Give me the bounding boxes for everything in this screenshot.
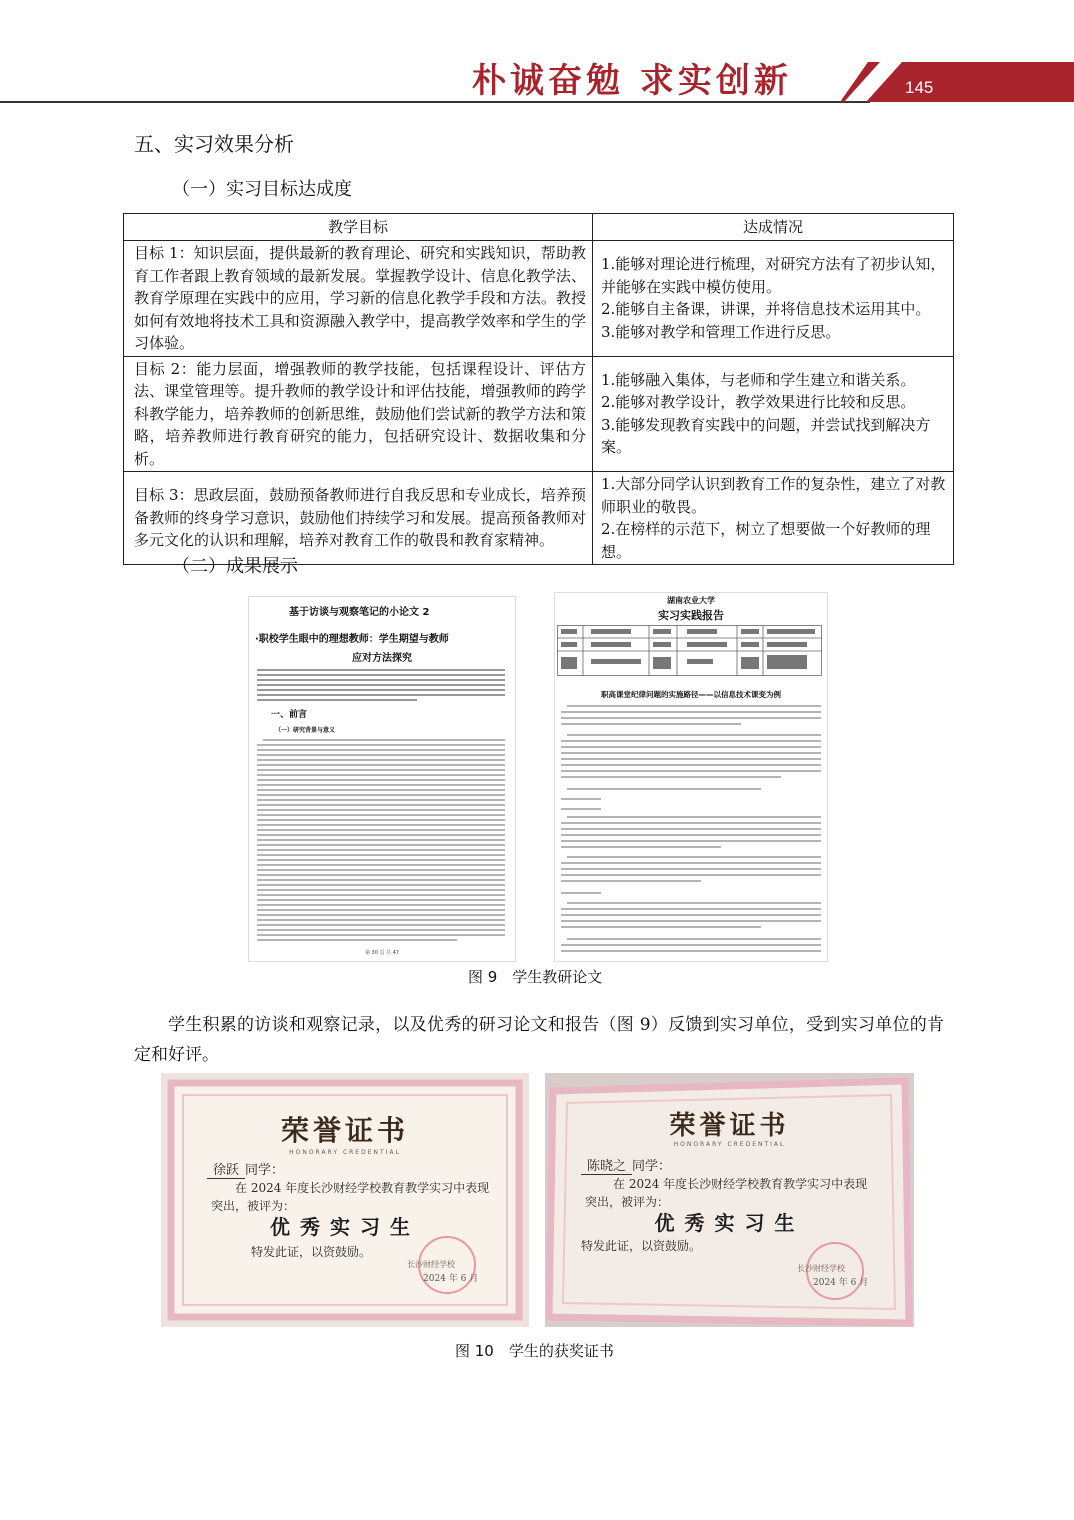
result-cell bbox=[593, 472, 954, 565]
certificate-1-title: 荣誉证书 bbox=[280, 1114, 409, 1147]
result-item: 3.能够发现教育实践中的问题，并尝试找到解决方案。 bbox=[601, 415, 931, 457]
section-title: 五、实习效果分析 bbox=[134, 132, 294, 156]
paper2-subtitle: 职高课堂纪律问题的实施路径——以信息技术课变为例 bbox=[601, 690, 781, 699]
paper1-title-line1: ·职校学生眼中的理想教师：学生期望与教师 bbox=[255, 634, 449, 645]
goal-cell: 目标 1：知识层面，提供最新的教育理论、研究和实践知识，帮助教育工作者跟上教育领域的最新发展。掌握教学设计、信息化教学法、教育学原理在实践中的应用，学习新的信息化教学手段和方法。教授如何有效地将技术工具和资源融入教学中，提高教学效率和学生的学习体验。 bbox=[124, 241, 593, 357]
certificate-1-line2: 突出，被评为： bbox=[211, 1199, 296, 1213]
certificate-2 bbox=[545, 1073, 914, 1327]
certificate-2-subtitle: HONORARY CREDENTIAL bbox=[673, 1141, 786, 1148]
paper1-heading: 基于访谈与观察笔记的小论文 2 bbox=[289, 607, 430, 618]
paper-thumbnail-essay bbox=[248, 596, 516, 962]
table-header-goal: 教学目标 bbox=[124, 214, 593, 241]
certificate-1 bbox=[161, 1073, 529, 1327]
certificate-1-org: 长沙财经学校 bbox=[407, 1260, 455, 1269]
result-item: 1.大部分同学认识到教育工作的复杂性，建立了对教师职业的敬畏。 bbox=[601, 475, 946, 516]
result-item: 2.在榜样的示范下，树立了想要做一个好教师的理想。 bbox=[601, 520, 931, 561]
result-item: 1.能够融入集体，与老师和学生建立和谐关系。 bbox=[601, 370, 916, 389]
table-row bbox=[124, 472, 954, 565]
paper-thumbnail-report bbox=[554, 592, 828, 962]
table-row bbox=[124, 241, 954, 357]
paper2-univ: 湖南农业大学 bbox=[667, 596, 715, 605]
table-header-row bbox=[124, 214, 954, 241]
paper1-section-intro: 一、前言 bbox=[271, 710, 308, 720]
paper2-info-grid bbox=[557, 625, 823, 677]
figure10-caption: 图 10 学生的获奖证书 bbox=[455, 1342, 614, 1360]
figure9-caption: 图 9 学生教研论文 bbox=[468, 968, 603, 986]
result-item: 3.能够对教学和管理工作进行反思。 bbox=[601, 322, 841, 341]
paper1-footer: 第 30 页 共 47 bbox=[364, 950, 400, 956]
result-item: 2.能够对教学设计，教学效果进行比较和反思。 bbox=[601, 393, 916, 412]
result-cell bbox=[593, 356, 954, 472]
subsection-title-goals: （一）实习目标达成度 bbox=[172, 179, 352, 200]
certificate-2-line2: 突出，被评为： bbox=[585, 1195, 670, 1209]
goal-cell: 目标 3：思政层面，鼓励预备教师进行自我反思和专业成长，培养预备教师的终身学习意识，鼓励他们持续学习和发展。提高预备教师对多元文化的认识和理解，培养对教育工作的敬畏和教育家精神。 bbox=[124, 472, 593, 565]
body-paragraph: 学生积累的访谈和观察记录，以及优秀的研习论文和报告（图 9）反馈到实习单位，受到实习单位的肯定和好评。 bbox=[134, 1015, 944, 1065]
certificate-2-title: 荣誉证书 bbox=[669, 1111, 790, 1141]
result-cell bbox=[593, 241, 954, 357]
certificate-2-org: 长沙财经学校 bbox=[797, 1264, 845, 1273]
goals-table bbox=[123, 213, 954, 565]
table-row bbox=[124, 356, 954, 472]
certificate-1-recipient: 徐跃 同学： bbox=[207, 1159, 284, 1178]
paper2-title: 实习实践报告 bbox=[658, 609, 724, 622]
paper1-section-bg: （一）研究背景与意义 bbox=[275, 727, 336, 734]
subsection-title-results: （二）成果展示 bbox=[172, 556, 298, 577]
paper1-title-line2: 应对方法探究 bbox=[352, 653, 412, 664]
paper1-abstract-lines bbox=[257, 667, 507, 705]
certificate-1-award: 优秀实习生 bbox=[270, 1215, 420, 1239]
header-slogan: 朴诚奋勉 求实创新 bbox=[472, 61, 792, 101]
certificate-1-subtitle: HONORARY CREDENTIAL bbox=[289, 1149, 401, 1156]
certificate-2-line1: 在 2024 年度长沙财经学校教育教学实习中表现 bbox=[613, 1177, 868, 1191]
certificate-1-closing: 特发此证，以资鼓励。 bbox=[251, 1245, 372, 1259]
result-item: 2.能够自主备课，讲课，并将信息技术运用其中。 bbox=[601, 300, 931, 319]
certificate-2-award: 优秀实习生 bbox=[654, 1211, 805, 1235]
certificate-1-line1: 在 2024 年度长沙财经学校教育教学实习中表现 bbox=[235, 1181, 490, 1195]
certificate-1-name: 徐跃 bbox=[207, 1163, 245, 1179]
result-item: 1.能够对理论进行梳理，对研究方法有了初步认知，并能够在实践中模仿使用。 bbox=[601, 255, 946, 296]
certificate-2-recipient: 陈晓之 同学： bbox=[581, 1155, 671, 1174]
page-number: 145 bbox=[905, 78, 934, 97]
table-header-result: 达成情况 bbox=[593, 214, 954, 241]
certificate-2-name: 陈晓之 bbox=[581, 1159, 632, 1175]
paper2-body-lines bbox=[561, 703, 823, 955]
paper1-body-lines bbox=[257, 737, 507, 949]
certificate-2-closing: 特发此证，以资鼓励。 bbox=[581, 1239, 702, 1253]
certificate-2-date: 2024 年 6 月 bbox=[813, 1278, 869, 1288]
goal-cell: 目标 2：能力层面，增强教师的教学技能，包括课程设计、评估方法、课堂管理等。提升教师的教学设计和评估技能，增强教师的跨学科教学能力，培养教师的创新思维，鼓励他们尝试新的教学方法和策略，培养教师进行教育研究的能力，包括研究设计、数据收集和分析。 bbox=[124, 356, 593, 472]
certificate-1-date: 2024 年 6 月 bbox=[423, 1274, 479, 1284]
